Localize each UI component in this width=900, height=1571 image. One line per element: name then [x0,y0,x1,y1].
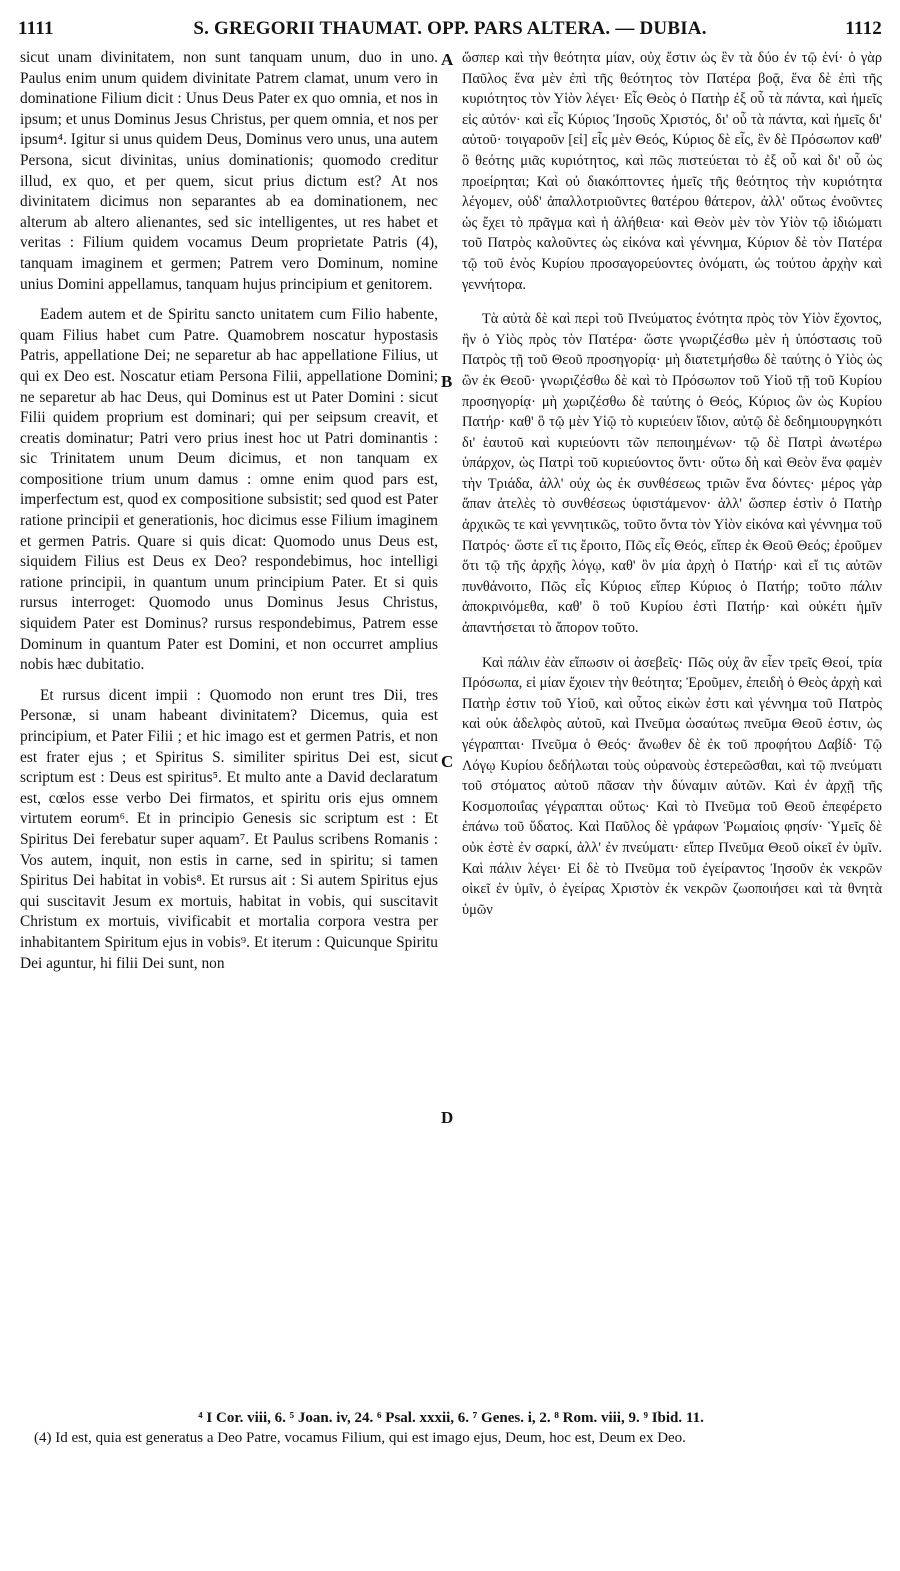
latin-paragraph-1: sicut unam divinitatem, non sunt tanquam unum, duo in uno. Paulus enim unum quidem divinitate Patrem clamat, unum vero in dominatione Filium dicit : Unus Deus Pater ex quo omnia, et nos in ipsum; et unus Dominus Jesus Christus, per quem omnia, et nos per ipsum⁴. Igitur si unus quidem Deus, Dominus vero unus, una autem Persona, sicut divinitas, unius dominationis; quomodo creditur illud, ex quo, et per quem, sicut prius dictum est? At nos divinitatem dicimus non separantes ab ea dominationem, nec alterum ab altero alienantes, sed sic intelligentes, ut res habet et veritas : Filium quidem vocamus Deum proprietate Patris (4), tanquam imaginem et germen; Patrem vero Dominum, nomine unius Domini appellamus, tanquam hujus principium et genitorem. [20,49,438,293]
running-header [18,18,882,44]
running-title: S. GREGORII THAUMAT. OPP. PARS ALTERA. — DUBIA. [193,18,707,39]
footnote-note: (4) Id est, quia est generatus a Deo Patre, vocamus Filium, qui est imago ejus, Deum, hoc est, Deum ex Deo. [34,1430,686,1446]
footnotes [20,1408,882,1448]
section-marker-d: D [441,1108,454,1127]
section-marker-a: A [441,50,454,69]
greek-column [462,48,882,920]
greek-paragraph-3: Καὶ πάλιν ἐὰν εἴπωσιν οἱ ἀσεβεῖς· Πῶς οὐχ ἂν εἶεν τρεῖς Θεοί, τρία Πρόσωπα, εἰ μίαν ἔχοιεν τὴν θεότητα; Ἐροῦμεν, ἐπειδὴ ὁ Θεὸς ἀρχὴ καὶ Πατὴρ ἐστιν τοῦ Υἱοῦ, καὶ οὗτος εἰκὼν ἐστι καὶ γέννημα τοῦ Πατρὸς καὶ οὐκ ἀδελφὸς αὐτοῦ, καὶ Πνεῦμα ὡσαύτως πνεῦμα Θεοῦ ἐστιν, ὡς γέγραπται· Πνεῦμα ὁ Θεός· ἄνωθεν δὲ ἐκ τοῦ προφήτου Δαβίδ· Τῷ Λόγῳ Κυρίου δεδήλωται τοὺς οὐρανοὺς ἐστερεῶσθαι, καὶ τῷ πνεύματι τοῦ στόματος αὐτοῦ πᾶσαν τὴν δύναμιν αὐτῶν. Καὶ ἐν ἀρχῇ τῆς Κοσμοποιΐας γέγραπται οὕτως· Καὶ τὸ Πνεῦμα τοῦ Θεοῦ ἐπεφέρετο ἐπάνω τοῦ ὕδατος. Καὶ Παῦλος δὲ γράφων Ῥωμαίοις φησίν· Ὑμεῖς δὲ οὐκ ἐστὲ ἐν σαρκί, ἀλλ' ἐν πνεύματι· εἴπερ Πνεῦμα Θεοῦ οἰκεῖ ἐν ὑμῖν. Καὶ πάλιν λέγει· Εἰ δὲ τὸ Πνεῦμα τοῦ ἐγείραντος Ἰησοῦν ἐκ νεκρῶν οἰκεῖ ἐν ὑμῖν, ὁ ἐγείρας Χριστὸν ἐκ νεκρῶν ζωοποιήσει καὶ τὰ θνητὰ ὑμῶν [462,654,882,918]
section-marker-b: B [441,372,453,391]
greek-paragraph-2: Τὰ αὐτὰ δὲ καὶ περὶ τοῦ Πνεύματος ἑνότητα πρὸς τὸν Υἱὸν ἔχοντος, ἣν ὁ Υἱὸς πρὸς τὸν Πατέρα· ὥστε γνωριζέσθω μὲν ἡ ὑπόστασις τοῦ Πατρὸς τῇ τοῦ Θεοῦ προσηγορίᾳ· μὴ διατετμήσθω δὲ ταύτης ὁ Υἱὸς ὡς ὢν ἐκ Θεοῦ· γνωριζέσθω δὲ καὶ τὸ Πρόσωπον τοῦ Υἱοῦ τῇ τοῦ Κυρίου προσηγορίᾳ· μὴ χωριζέσθω δὲ ταύτης ὁ Θεός, Κύριος ὢν ὡς Κυρίου Πατήρ· καθ' ὃ τῷ μὲν Υἱῷ τὸ κυριεύειν ἴδιον, αὐτῷ δὲ δεδημιουργηκότι δι' ἑαυτοῦ καὶ κυριεύοντι τῶν πεποιημένων· τῷ δὲ Πατρὶ ἀνωτέρω ὑπάρχον, ὡς Πατρὶ τοῦ κυριεύοντος ὄντι· οὕτω δὴ καὶ Θεὸν ἕνα φαμὲν τὴν Τριάδα, ἀλλ' οὐχ ὡς ἐκ συνθέσεως τριῶν ἕνα δόντες· μέρος γὰρ ἅπαν ἀτελὲς τὸ συνθέσεως ὑφιστάμενον· ἀλλ' ὥσπερ ἐστὶν ὁ Πατὴρ ἀρχικῶς τε καὶ γεννητικῶς, τοῦτο ὄντα τὸν Υἱὸν εἰκόνα καὶ γέννημα τοῦ Πατρός· ὥστε εἴ τις ἔροιτο, Πῶς εἷς Θεός, εἴπερ ἐκ Θεοῦ Θεός; ἐροῦμεν ὅτι τῷ τῆς ἀρχῆς λόγῳ, καθ' ὃν μία ἀρχὴ ὁ Πατήρ· καὶ εἴ τις αὐτῶν πυνθάνοιτο, Πῶς εἷς Κύριος εἴπερ Κύριος ὁ Πατήρ; τοῦτο πάλιν ἀποκρινόμεθα, καθ' ὃ τοῦ Κυρίου ἐστὶ Πατήρ· καὶ οὐκέτι ἡμῖν ἀπαντήσεται τὸ ἄπορον τοῦτο. [462,311,882,637]
latin-paragraph-3: Et rursus dicent impii : Quomodo non erunt tres Dii, tres Personæ, si unam habeant divinitatem? Dicemus, quia est principium, et Pater Filii ; et hic imago est et germen Patris, et non est frater ejus ; et Spiritus S. similiter spiritus Dei est, sicut scriptum est : Deus est spiritus⁵. Et multo ante a David declaratum est, cœlos esse verbo Dei firmatos, et spiritu oris ejus omnem virtutem eorum⁶. Et in principio Genesis sic scriptum est : Et Spiritus Dei ferebatur super aquam⁷. Et Paulus scribens Romanis : Vos autem, inquit, non estis in carne, sed in spiritu; si tamen Spiritus Dei habitat in vobis⁸. Et rursus ait : Si autem Spiritus ejus qui suscitavit Jesum ex mortuis, habitat in vobis, qui suscitavit Christum ex mortuis, vivificabit et mortalia corpora vestra per inhabitantem Spiritum ejus in vobis⁹. Et iterum : Quicunque Spiritu Dei aguntur, hi filii Dei sunt, non [20,686,438,972]
page-number-right: 1112 [845,18,882,39]
latin-column [20,48,438,974]
section-marker-c: C [441,752,454,771]
latin-paragraph-2: Eadem autem et de Spiritu sancto unitatem cum Filio habente, quam Filius habet cum Patre. Quamobrem noscatur hypostasis Patris, appellatione Dei; ne separetur ab hac appellatione Filius, ut qui ex Deo est. Noscatur etiam Persona Filii, appellatione Domini; ne separetur ab hac Deus, qui Dominus est ut Pater Domini : sicut Filii quidem proprium est dominari; qui per seipsum creavit, et creatis dominatur; Patri vero prius inest hoc ut Patri dominantis : sic Trinitatem unum Deum dicimus, et non tanquam ex compositione trium unum damus : omne enim quod pars est, imperfectum est, quod ex compositione subsistit; sed quod est Pater ratione principii et generationis, hoc dicimus esse Filium imaginem et germen Patris. Quare si quis dicat: Quomodo unus Deus est, siquidem Filius est Deus ex Deo? respondebimus, hoc intelligi ratione principii, in quantum unum principium Pater. Et si quis rursus interroget: Quomodo unus Dominus Jesus Christus, siquidem Pater est Dominus? rursus respondebimus, Patrem esse Dominum in quantum Pater est Domini, et non occurret amplius nobis hæc dubitatio. [20,306,438,674]
greek-paragraph-1: ὥσπερ καὶ τὴν θεότητα μίαν, οὐχ ἔστιν ὡς ἓν τὰ δύο ἐν τῷ ἑνί· ὁ γὰρ Παῦλος ἕνα μὲν ἐπὶ τῆς θεότητος τὸν Πατέρα βοᾷ, ἕνα δὲ ἐπὶ τῆς κυριότητος τὸν Υἱὸν λέγει· Εἷς Θεὸς ὁ Πατὴρ ἐξ οὗ τὰ πάντα, καὶ ἡμεῖς εἰς αὐτόν· καὶ εἷς Κύριος Ἰησοῦς Χριστός, δι' οὗ τὰ πάντα, καὶ ἡμεῖς δι' αὐτοῦ· τοιγαροῦν [εἰ] εἷς μὲν Θεός, Κύριος δὲ εἷς, ἓν δὲ Πρόσωπον καθ' ὃ θεότης μιᾶς κυριότητος, καὶ πῶς πιστεύεται τὸ ἐξ οὗ καὶ δι' οὗ ὡς προείρηται; Καὶ οὐ διακόπτοντες ἡμεῖς τῆς θεότητος τὴν κυριότητα λέγομεν, οὐδ' ἀπαλλοτριοῦντες θατέρου θάτερον, ἀλλ' οὕτως ἐνοῦντες ὡς ἔχει τὸ πρᾶγμα καὶ ἡ ἀλήθεια· καὶ Θεὸν μὲν τὸν Υἱὸν τῷ ἰδιώματι τοῦ Πατρὸς καλοῦντες ὡς εἰκόνα καὶ γέννημα, Κύριον δὲ τὸν Πατέρα τῷ τοῦ ἑνὸς Κυρίου προσαγορεύοντες ὀνόματι, ὡς τούτου ἀρχὴν καὶ γεννήτορα. [462,50,882,293]
footnote-references: ⁴ I Cor. viii, 6. ⁵ Joan. iv, 24. ⁶ Psal. xxxii, 6. ⁷ Genes. i, 2. ⁸ Rom. viii, 9. ⁹ Ibid. 11. [198,1410,704,1426]
page-number-left: 1111 [18,18,54,39]
